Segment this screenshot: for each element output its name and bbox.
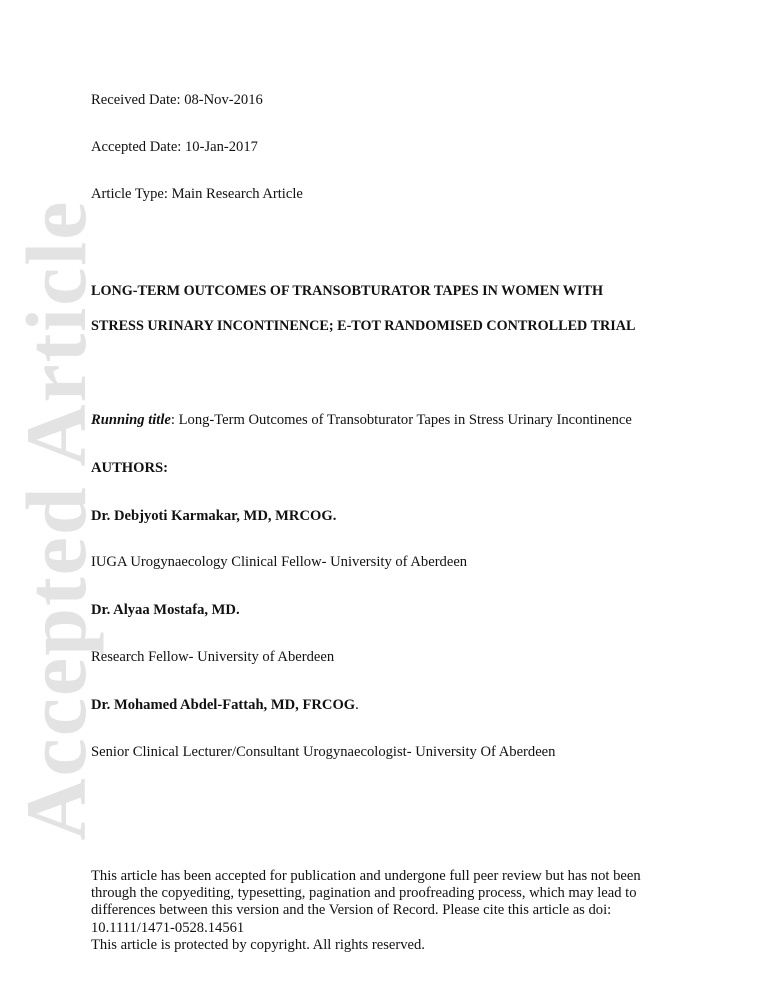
notice-line: This article has been accepted for publication and undergone full peer review but has not been — [91, 868, 641, 884]
running-title-label: Running title — [91, 412, 171, 428]
author-name: Dr. Alyaa Mostafa, MD. — [91, 602, 240, 618]
notice-line: through the copyediting, typesetting, pagination and proofreading process, which may lead to — [91, 885, 637, 902]
author-name-line — [91, 696, 359, 714]
running-title — [91, 411, 632, 429]
accepted-article-watermark: Accepted Article — [8, 199, 104, 841]
article-title-line-1: LONG-TERM OUTCOMES OF TRANSOBTURATOR TAPES IN WOMEN WITH — [91, 283, 604, 299]
copyright-line: This article is protected by copyright. All rights reserved. — [91, 936, 425, 953]
publication-notice — [91, 868, 691, 954]
running-title-text: : Long-Term Outcomes of Transobturator Tapes in Stress Urinary Incontinence — [170, 412, 632, 428]
notice-line: differences between this version and the Version of Record. Please cite this article as doi: — [91, 902, 612, 919]
article-type: Article Type: Main Research Article — [91, 186, 303, 202]
author-name-suffix: . — [355, 697, 359, 713]
article-title-line-2: STRESS URINARY INCONTINENCE; E-TOT RANDOMISED CONTROLLED TRIAL — [91, 318, 636, 334]
author-affiliation: IUGA Urogynaecology Clinical Fellow- University of Aberdeen — [91, 554, 468, 570]
author-name: Dr. Debjyoti Karmakar, MD, MRCOG. — [91, 508, 337, 524]
received-date: Received Date: 08-Nov-2016 — [91, 92, 263, 108]
accepted-date: Accepted Date: 10-Jan-2017 — [91, 139, 258, 155]
authors-heading: AUTHORS: — [91, 460, 169, 476]
author-affiliation: Senior Clinical Lecturer/Consultant Urogynaecologist- University Of Aberdeen — [91, 744, 556, 760]
author-affiliation: Research Fellow- University of Aberdeen — [91, 649, 335, 665]
author-name: Dr. Mohamed Abdel-Fattah, MD, FRCOG — [91, 697, 356, 713]
doi-line: 10.1111/1471-0528.14561 — [91, 919, 245, 936]
